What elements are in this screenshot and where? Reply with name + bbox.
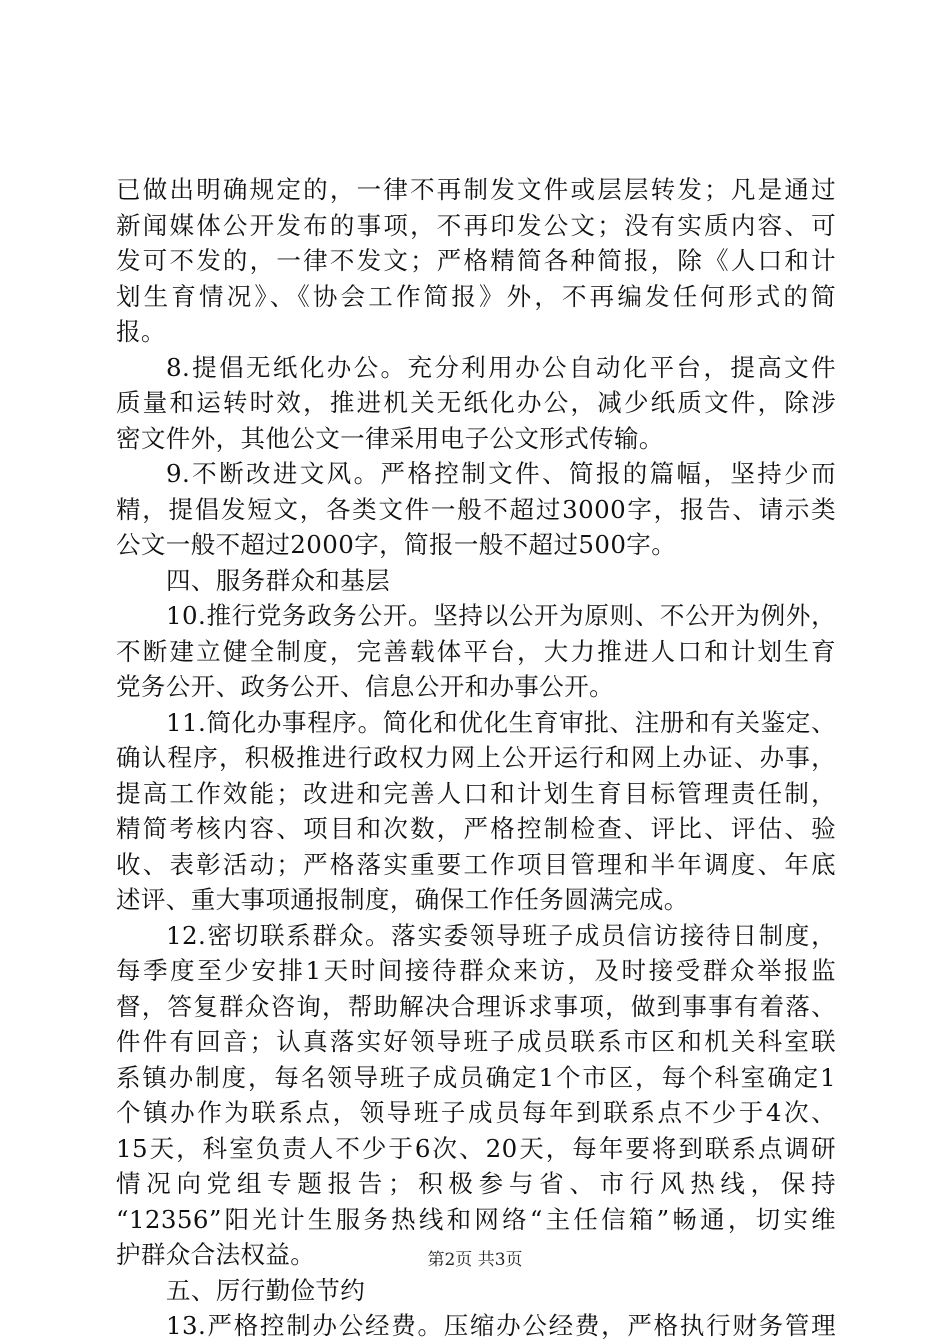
text-line: 质量和运转时效，推进机关无纸化办公，减少纸质文件，除涉: [116, 388, 836, 417]
text-line: 系镇办制度，每名领导班子成员确定1个市区，每个科室确定1: [116, 1062, 836, 1092]
text-line: 护群众合法权益。: [116, 1240, 316, 1269]
text-line: 划生育情况》、《协会工作简报》外，不再编发任何形式的简: [116, 281, 836, 311]
text-line: 已做出明确规定的，一律不再制发文件或层层转发；凡是通过: [116, 175, 836, 204]
document-body: [116, 172, 836, 1344]
text-line: 精，提倡发短文，各类文件一般不超过3000字，报告、请示类: [116, 494, 836, 524]
text-line: 公文一般不超过2000字，简报一般不超过500字。: [116, 530, 677, 559]
text-line: 确认程序，积极推进行政权力网上公开运行和网上办证、办事，: [116, 743, 836, 772]
text-line: 12.密切联系群众。落实委领导班子成员信访接待日制度，: [166, 920, 836, 950]
text-line: 收、表彰活动；严格落实重要工作项目管理和半年调度、年底: [116, 849, 836, 879]
text-line: 四、服务群众和基层: [166, 565, 391, 595]
text-line: 党务公开、政务公开、信息公开和办事公开。: [116, 672, 614, 701]
text-line: 五、厉行勤俭节约: [166, 1275, 366, 1305]
text-line: “12356”阳光计生服务热线和网络“主任信箱”畅通，切实维: [116, 1204, 836, 1234]
text-line: 件件有回音；认真落实好领导班子成员联系市区和机关科室联: [116, 1027, 836, 1056]
text-line: 13.严格控制办公经费。压缩办公经费，严格执行财务管理: [166, 1311, 836, 1340]
text-line: 10.推行党务政务公开。坚持以公开为原则、不公开为例外，: [166, 601, 836, 630]
text-line: 不断建立健全制度，完善载体平台，大力推进人口和计划生育: [116, 636, 836, 666]
text-line: 提高工作效能；改进和完善人口和计划生育目标管理责任制，: [116, 778, 836, 808]
text-line: 述评、重大事项通报制度，确保工作任务圆满完成。: [116, 885, 689, 914]
text-line: 精简考核内容、项目和次数，严格控制检查、评比、评估、验: [116, 814, 836, 843]
text-line: 9.不断改进文风。严格控制文件、简报的篇幅，坚持少而: [166, 459, 836, 488]
text-line: 11.简化办事程序。简化和优化生育审批、注册和有关鉴定、: [166, 707, 836, 737]
text-line: 个镇办作为联系点，领导班子成员每年到联系点不少于4次、: [116, 1098, 836, 1127]
text-line: 新闻媒体公开发布的事项，不再印发公文；没有实质内容、可: [116, 210, 836, 240]
text-line: 发可不发的，一律不发文；严格精简各种简报，除《人口和计: [116, 246, 836, 275]
text-line: 密文件外，其他公文一律采用电子公文形式传输。: [116, 423, 664, 453]
text-line: 督，答复群众咨询，帮助解决合理诉求事项，做到事事有着落、: [116, 991, 836, 1021]
text-line: 8.提倡无纸化办公。充分利用办公自动化平台，提高文件: [166, 352, 836, 382]
text-line: 报。: [116, 317, 166, 346]
text-line: 情况向党组专题报告；积极参与省、市行风热线，保持: [116, 1169, 836, 1198]
text-line: 每季度至少安排1天时间接待群众来访，及时接受群众举报监: [116, 956, 836, 985]
text-line: 15天，科室负责人不少于6次、20天，每年要将到联系点调研: [116, 1133, 836, 1163]
page-footer: 第2页 共3页: [427, 1250, 523, 1270]
